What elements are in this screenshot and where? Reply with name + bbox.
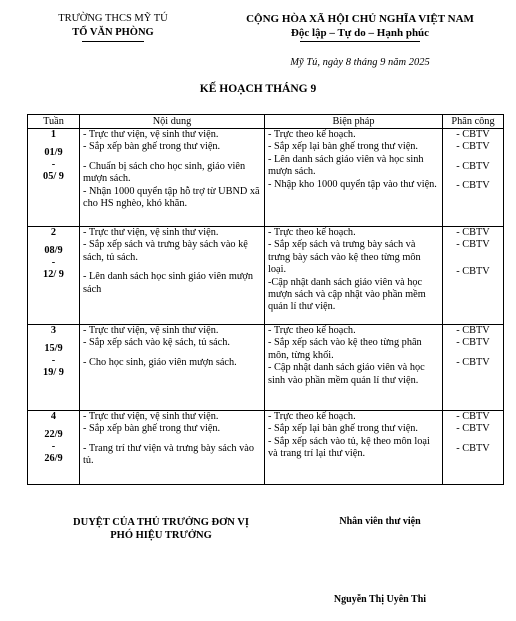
week-line: -: [51, 257, 56, 268]
assign-cell-line: - CBTV: [456, 325, 490, 336]
assign-cell-line: - CBTV: [456, 129, 490, 140]
cell-spacer: [446, 259, 500, 266]
content-cell-line: - Nhận 1000 quyển tập hỗ trợ từ UBND xã cho HS nghèo, khó khăn.: [83, 185, 260, 210]
content-cell-line: - Lên danh sách học sinh giáo viên mượn sách: [83, 271, 254, 295]
cell-spacer: [83, 350, 261, 357]
header-right: [222, 12, 498, 42]
week-line: 4: [50, 411, 57, 422]
content-cell-line: - Trực thư viện, vệ sinh thư viện.: [83, 129, 219, 140]
assign-cell: [443, 129, 504, 227]
assign-cell-line: - CBTV: [456, 337, 490, 349]
content-cell-line: - Sắp xếp bàn ghế trong thư viện.: [83, 423, 221, 435]
approver-role: PHÓ HIỆU TRƯỞNG: [110, 530, 212, 541]
week-line: -: [51, 159, 56, 170]
content-cell: [80, 411, 265, 485]
measures-cell-line: - Sắp xếp sách vào tủ, kệ theo môn loại và trang trí lại thư viện.: [268, 435, 430, 460]
measures-cell-line: - Sắp xếp sách và trưng bày sách và trưng bày sách vào kệ theo từng môn loại.: [268, 239, 421, 276]
plan-table: [27, 114, 504, 485]
cell-spacer: [446, 436, 500, 443]
table-row: [28, 227, 504, 325]
content-cell: [80, 227, 265, 325]
assign-cell-line: - CBTV: [456, 141, 490, 153]
header-assign: Phân công: [443, 115, 504, 129]
table-row: [28, 411, 504, 485]
assign-cell-line: - CBTV: [456, 265, 490, 277]
content-cell-line: - Sắp xếp sách và trưng bày sách vào kệ sách, tủ sách.: [83, 239, 248, 263]
cell-spacer: [446, 154, 500, 161]
assign-cell-line: - CBTV: [456, 411, 490, 422]
plan-table-body: [28, 129, 504, 485]
cell-spacer: [83, 436, 261, 443]
nation-name: CỘNG HÒA XÃ HỘI CHỦ NGHĨA VIỆT NAM: [246, 13, 474, 25]
table-header-row: [28, 115, 504, 129]
measures-cell: [265, 227, 443, 325]
assign-cell-line: - CBTV: [456, 356, 490, 368]
assign-cell-line: - CBTV: [456, 227, 490, 238]
week-line: -: [51, 355, 56, 366]
week-cell: [28, 227, 80, 325]
week-cell: [28, 325, 80, 411]
cell-spacer: [446, 173, 500, 180]
week-line: 2: [50, 227, 57, 238]
week-cell: [28, 411, 80, 485]
content-cell-line: - Sắp xếp bàn ghế trong thư viện.: [83, 141, 221, 153]
measures-cell-line: - Trực theo kế hoạch.: [268, 325, 356, 336]
assign-cell-line: - CBTV: [456, 423, 490, 435]
table-row: [28, 129, 504, 227]
measures-cell-line: - Trực theo kế hoạch.: [268, 411, 356, 422]
measures-cell-line: - Sắp xếp lại bàn ghế trong thư viện.: [268, 423, 418, 435]
unit-name: TỔ VĂN PHÒNG: [72, 27, 154, 38]
content-cell-line: - Trực thư viện, vệ sinh thư viện.: [83, 325, 219, 336]
table-row: [28, 325, 504, 411]
content-cell-line: - Chuẩn bị sách cho học sinh, giáo viên mượn sách.: [83, 160, 246, 185]
week-line: 12/ 9: [43, 269, 64, 280]
measures-cell-line: - Nhập kho 1000 quyển tập vào thư viện.: [268, 178, 437, 190]
measures-cell-line: - Trực theo kế hoạch.: [268, 227, 356, 238]
content-cell-line: - Trang trí thư viện và trưng bày sách vào tủ.: [83, 442, 255, 467]
header-content: Nội dung: [80, 115, 265, 129]
assign-cell: [443, 411, 504, 485]
measures-cell-line: - Sắp xếp lại bàn ghế trong thư viện.: [268, 141, 418, 153]
motto-underline: [300, 41, 420, 42]
librarian-name: Nguyễn Thị Uyên Thi: [333, 594, 427, 605]
week-line: 01/9: [44, 147, 63, 158]
assign-cell: [443, 227, 504, 325]
content-cell: [80, 129, 265, 227]
week-line: 08/9: [44, 245, 63, 256]
header-measures: Biện pháp: [265, 115, 443, 129]
school-name: TRƯỜNG THCS MỸ TÚ: [58, 13, 168, 24]
header-week: Tuần: [28, 115, 80, 129]
measures-cell-line: -Cập nhật danh sách giáo viên và học mượn sách và cập nhật vào phần mềm quản lí thư viện.: [268, 276, 426, 313]
week-line: 1: [50, 129, 57, 140]
date-line: Mỹ Tú, ngày 8 tháng 9 năm 2025: [290, 57, 430, 68]
measures-cell-line: - Cập nhật danh sách giáo viên và học sinh vào phần mềm quản lí thư viện.: [268, 362, 425, 386]
librarian-title: Nhân viên thư viện: [339, 516, 421, 527]
approval-title: DUYỆT CỦA THỦ TRƯỞNG ĐƠN VỊ: [73, 517, 249, 528]
week-line: 22/9: [44, 429, 63, 440]
approval-block: [38, 516, 284, 542]
assign-cell-line: - CBTV: [456, 160, 490, 172]
content-cell-line: - Trực thư viện, vệ sinh thư viện.: [83, 411, 219, 422]
national-motto: Độc lập – Tự do – Hạnh phúc: [290, 27, 430, 39]
week-line: 19/ 9: [43, 367, 64, 378]
assign-cell: [443, 325, 504, 411]
measures-cell-line: - Lên danh sách giáo viên và học sinh mượn sách.: [268, 153, 424, 178]
assign-cell-line: - CBTV: [456, 442, 490, 454]
measures-cell-line: - Sắp xếp sách vào kệ theo từng phân môn, từng khối.: [268, 337, 422, 361]
plan-title: KẾ HOẠCH THÁNG 9: [199, 83, 317, 95]
assign-cell-line: - CBTV: [456, 180, 490, 192]
content-cell-line: - Cho học sinh, giáo viên mượn sách.: [83, 356, 237, 368]
week-line: 15/9: [44, 343, 63, 354]
week-line: 3: [50, 325, 57, 336]
measures-cell-line: - Trực theo kế hoạch.: [268, 129, 356, 140]
week-line: 05/ 9: [43, 171, 64, 182]
header-left: [38, 12, 188, 42]
assign-cell-line: - CBTV: [456, 239, 490, 251]
cell-spacer: [446, 350, 500, 357]
measures-cell: [265, 129, 443, 227]
week-line: 26/9: [44, 453, 63, 464]
week-line: -: [51, 441, 56, 452]
week-cell: [28, 129, 80, 227]
measures-cell: [265, 411, 443, 485]
content-cell-line: - Trực thư viện, vệ sinh thư viện.: [83, 227, 219, 238]
cell-spacer: [446, 252, 500, 259]
unit-underline: [82, 41, 144, 42]
content-cell: [80, 325, 265, 411]
cell-spacer: [83, 154, 261, 161]
content-cell-line: - Sắp xếp sách vào kệ sách, tủ sách.: [83, 337, 230, 349]
measures-cell: [265, 325, 443, 411]
cell-spacer: [83, 264, 261, 271]
